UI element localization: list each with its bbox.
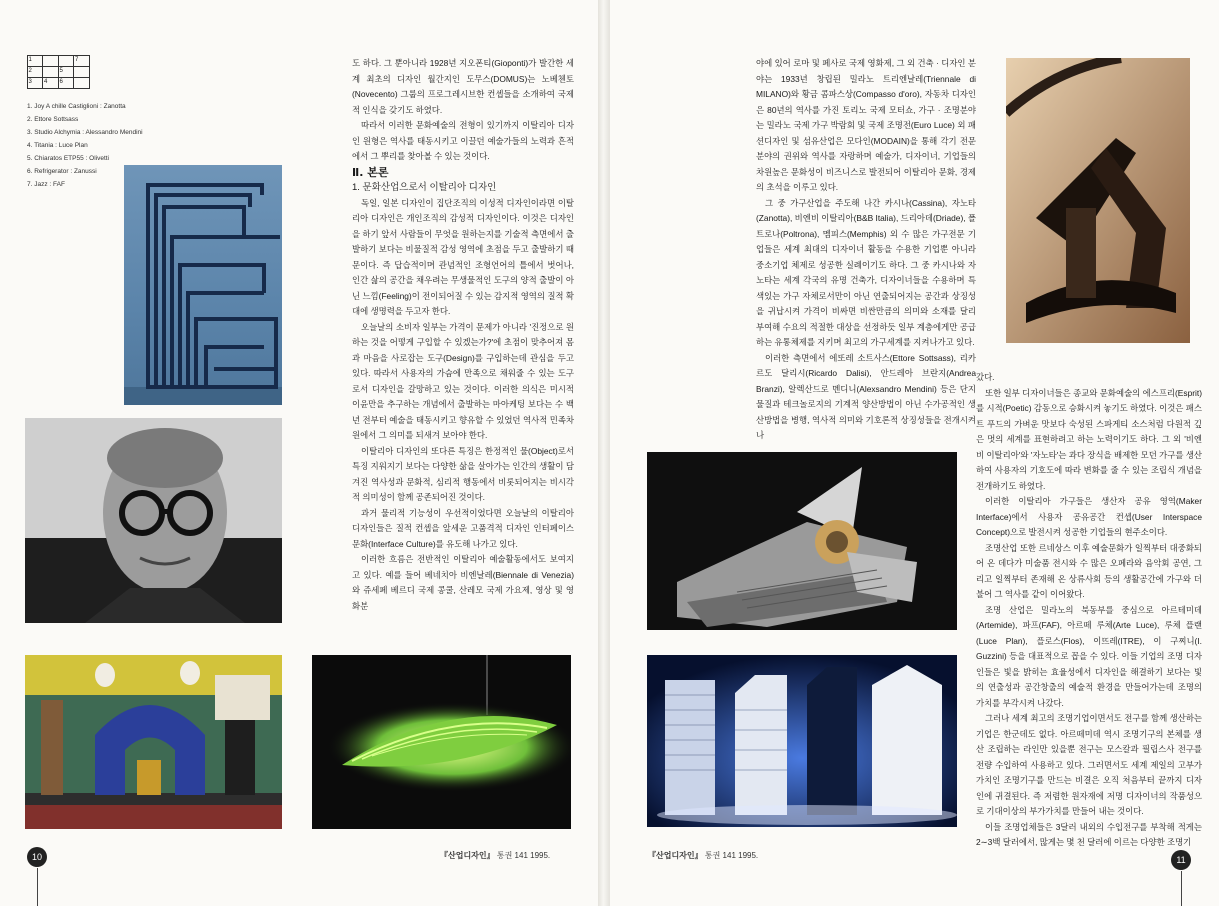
grid-cell: 7 bbox=[73, 55, 90, 67]
grid-cell: 5 bbox=[58, 66, 75, 78]
paragraph: 이탈리아 디자인의 또다른 특징은 한정적인 물(Object)로서 특징 지워지기 보다는 다양한 삶을 살아가는 인간의 생활이 담겨진 역사성과 문화적, 심리적 행동에서 비롯되어지는 비시각적 의미성이 함께 공존되어진 것이다. bbox=[352, 445, 574, 502]
paragraph: 과거 물리적 기능성이 우선적이었다면 오늘날의 이탈리아 디자인들은 질적 컨셉을 앞세운 고품격적 디자인 인터페이스 문화(Interface Culture)를 유도해 나가고 있다. bbox=[352, 507, 574, 549]
paragraph: 조명 산업은 밀라노의 북동부를 중심으로 아르테미데(Artemide), 파프(FAF), 아르떼 루체(Arte Luce), 루체 플랜(Luce Plan), 플로스(Flos), 이뜨레(ITRE), 이 구찌니(I. Guzzini) 등을 대표적으로 꼽을 수 있다. 이들 기업의 조명 디자인들은 빛을 밝히는 효율성에서 디자인을 해결하기 보다는 빛의 연출성과 공간창출의 예술적 환경을 만들어가는데 조명의 가치를 부각시켜 나갔다. bbox=[976, 604, 1202, 708]
jazz-lamp-photo bbox=[1006, 58, 1190, 343]
paragraph: 독일, 일본 디자인이 집단조직의 이성적 디자인이라면 이탈리아 디자인은 개인조직의 감성적 디자인이다. 이것은 디자인을 하기 앞서 사람들이 무엇을 원하는지를 기술적 측면에서 출발하기 보다는 비물질적 감성 영역에 초점을 두고 출발하기 때문이다. 즉 답습적이며 관념적인 조형언어의 틀에서 벗어나, 인간 삶의 공간을 채우려는 무생물적인 도구의 양적 출발이 아닌 느낌(Feeling)이 전이되어질 수 있는 감지적 영역의 질적 확대에 생명력을 두고자 한다. bbox=[352, 197, 574, 316]
left-page bbox=[0, 0, 598, 906]
bookshelf-illustration bbox=[124, 165, 282, 405]
caption: 7. Jazz : FAF bbox=[27, 181, 65, 188]
paragraph: 야에 있어 로마 및 페사로 국제 영화제, 그 외 건축 · 디자인 분야는 1933년 창립된 밀라노 트리엔날레(Triennale di MILANO)와 황금 콤파스상(Compasso d'oro), 자동차 디자인은 80년의 역사를 가진 토리노 국제 모터쇼, 가구 · 조명분야는 밀라노 국제 가구 박람회 및 국제 조명전(Euro Luce) 외 패션디자인 및 섬유산업은 모다인(MODAIN)을 통해 각기 전문분야의 권위와 역사를 자랑하며 예술가, 디자이너, 기업들의 차원높은 문화성이 비즈니스로 발전되어 이탈리아 문화, 경제의 초석을 이루고 있다. bbox=[756, 58, 976, 192]
footer-issue: 통권 141 1995. bbox=[496, 851, 551, 860]
section-title: Ⅱ. 본론 bbox=[352, 165, 389, 179]
paragraph: 이러한 이탈리아 가구들은 생산자 공유 영역(Maker Interface)에서 사용자 공유공간 컨셉(User Interspace Concept)으로 발전시켜 성공한 기업들의 현주소이다. bbox=[976, 496, 1202, 537]
page-number: 10 bbox=[27, 847, 47, 867]
paragraph: 따라서 이러한 문화예술의 전형이 있기까지 이탈리아 디자인 원형은 역사를 태동시키고 이끌던 예술가들의 노력과 흔적에서 그 뿌리를 찾아볼 수 있는 것이다. bbox=[352, 120, 574, 161]
studio-alchymia-photo bbox=[25, 655, 282, 829]
jazz-lamp-illustration bbox=[1006, 58, 1190, 343]
paragraph: 갔다. bbox=[976, 372, 995, 382]
right-body-column-1 bbox=[756, 56, 976, 444]
paragraph: 그러나 세계 최고의 조명기업이면서도 전구를 함께 생산하는 기업은 한군데도 없다. 아르떼미데 역시 조명기구의 본체를 생산 조립하는 라인만 있을뿐 전구는 모스칼과 필립스사 전구를 전량 수입하여 사용하고 있다. 그러면서도 세계 제일의 고부가가치인 조명기구를 만드는 비결은 오직 처음부터 끝까지 디자인에 귀결된다. 즉 저렴한 원자재에 저명 디자이너의 작품성으로 기대이상의 부가가치를 만들어 내는 것이다. bbox=[976, 713, 1202, 816]
paragraph: 조명산업 또한 르네상스 이후 예술문화가 일찍부터 대중화되어 온 데다가 미술품 전시와 수 많은 오페라와 음악회 공연, 그리고 일찍부터 존재해 온 상류사회 등의 생활공간에 가구와 더불어 그 역사를 같이 이어왔다. bbox=[976, 542, 1202, 599]
footer bbox=[648, 850, 758, 861]
caption: 6. Refrigerator : Zanussi bbox=[27, 168, 97, 175]
refrigerator-illustration bbox=[647, 655, 957, 827]
footer-magazine: 『산업디자인』 bbox=[648, 850, 703, 860]
right-body-column-2 bbox=[976, 370, 1202, 851]
caption: 1. Joy A chille Castiglioni : Zanotta bbox=[27, 103, 126, 110]
grid-cell bbox=[73, 77, 90, 89]
caption: 5. Chiaratos ETP55 : Olivetti bbox=[27, 155, 110, 162]
portrait-illustration bbox=[25, 418, 282, 623]
grid-cell: 1 bbox=[27, 55, 44, 67]
caption: 2. Ettore Sottsass bbox=[27, 116, 79, 123]
page-number-line bbox=[1181, 871, 1182, 906]
caption: 3. Studio Alchymia : Alessandro Mendini bbox=[27, 129, 143, 136]
footer bbox=[440, 850, 550, 861]
footer-magazine: 『산업디자인』 bbox=[440, 850, 495, 860]
paragraph: 그 중 가구산업을 주도해 나간 카시나(Cassina), 자노타(Zanotta), 비엔비 이탈리아(B&B Italia), 드리아데(Driade), 폴트로나(Poltrona), 멤피스(Memphis) 외 수 많은 가구전문 기업들은 세계 최대의 디자이너 활동을 수용한 기업뿐 아니라 중소기업 체제로 성공한 실례이기도 하다. 그 중 카시나와 자노타는 세계 각국의 유명 건축가, 디자이너들을 수용하며 특색있는 가구 자체로서만이 아닌 연출되어지는 공간과 상징성을 귀납시켜 가격이 비싸면 비싼만큼의 의미와 소재를 달리 부여해 수요의 적절한 대상을 선정하듯 일부 계층에게만 공급하는 유통체제를 지키며 최고의 가구세계를 지켜나가고 있다. bbox=[756, 197, 976, 347]
grid-cell: 3 bbox=[27, 77, 44, 89]
paragraph: 이러한 흐름은 전반적인 이탈리아 예술활동에서도 보여지고 있다. 예를 들어 베네치아 비엔날레(Biennale di Venezia)와 쥬세페 베르디 국제 콩쿨, 산레모 국제 가요제, 영상 및 영화분 bbox=[352, 554, 574, 611]
grid-cell: 4 bbox=[42, 77, 59, 89]
paragraph: 이러한 측면에서 에또레 소트사스(Ettore Sottsass), 리카르도 달리시(Ricardo Dalisi), 안드레아 브란지(Andrea Branzi), 알렉산드로 멘디니(Alexsandro Mendini) 등은 단지 물질과 테크놀로지의 기계적 양산방법이 아닌 수가공적인 생산방법을 병행, 역사적 의미와 기호론적 상징성들을 전개시켜 나 bbox=[756, 352, 976, 440]
studio-alchymia-illustration bbox=[25, 655, 282, 829]
grid-cell: 2 bbox=[27, 66, 44, 78]
caption: 4. Titania : Luce Plan bbox=[27, 142, 88, 149]
grid-cell: 6 bbox=[58, 77, 75, 89]
photo-index-grid bbox=[27, 55, 89, 88]
paragraph: 또한 일부 디자이너들은 종교와 문화예술의 에스프리(Esprit)를 시적(Poetic) 감동으로 승화시켜 놓기도 하였다. 이것은 패스트 푸드의 가벼운 맛보다 숙성된 스파게티 소스처럼 다원적 깊은 멋의 세계를 표현하려고 하는 노력이기도 하다. 그 외 '비엔비 이탈리아'와 '자노타'는 과다 장식을 배제한 모던 가구를 생산하여 사용자의 기호도에 따라 변화를 줄 수 있는 조립식 개념을 전개하기도 하였다. bbox=[976, 387, 1202, 491]
gutter bbox=[598, 0, 610, 906]
titania-lamp-photo bbox=[312, 655, 571, 829]
page-number: 11 bbox=[1171, 850, 1191, 870]
sub-title: 1. 문화산업으로서 이탈리아 디자인 bbox=[352, 182, 497, 193]
portrait-photo bbox=[25, 418, 282, 623]
footer-issue: 통권 141 1995. bbox=[704, 851, 759, 860]
page-number-line bbox=[37, 868, 38, 906]
paragraph: 도 하다. 그 뿐아니라 1928년 지오폰티(Gioponti)가 발간한 세계 최초의 디자인 월간지인 도무스(DOMUS)는 노베첸토(Novecento) 그룹의 프로그레시브한 컨셉들을 소개하여 국제적 인식을 갖기도 하였다. bbox=[352, 58, 574, 115]
olivetti-photo bbox=[647, 452, 957, 630]
paragraph: 오늘날의 소비자 일부는 가격이 문제가 아니라 '진정으로 원하는 것을 어떻게 구입할 수 있겠는가?'에 초점이 맞추어져 몸과 마음을 사로잡는 도구(Design)를 구입하는데 관심을 두고 있다. 따라서 사용자의 가슴에 만족으로 채워줄 수 있는 도구로서 디자인을 갈망하고 있는 것이다. 이러한 의식은 미시적 이윤만을 추구하는 개념에서 출발하는 마아케팅 보다는 수 백년 전부터 예술을 태동시키고 향유할 수 있었던 역사적 민족차원에서 그 의미를 되새겨 보아야 한다. bbox=[352, 321, 574, 440]
bookshelf-photo bbox=[124, 165, 282, 405]
paragraph: 이들 조명업체들은 3달러 내외의 수입전구를 부착해 적게는 2∼3백 달러에서, 많게는 몇 천 달러에 이르는 다양한 조명기 bbox=[976, 821, 1202, 847]
right-page bbox=[610, 0, 1219, 906]
refrigerator-photo bbox=[647, 655, 957, 827]
olivetti-illustration bbox=[647, 452, 957, 630]
left-body-column bbox=[352, 56, 574, 614]
titania-lamp-illustration bbox=[312, 655, 571, 829]
